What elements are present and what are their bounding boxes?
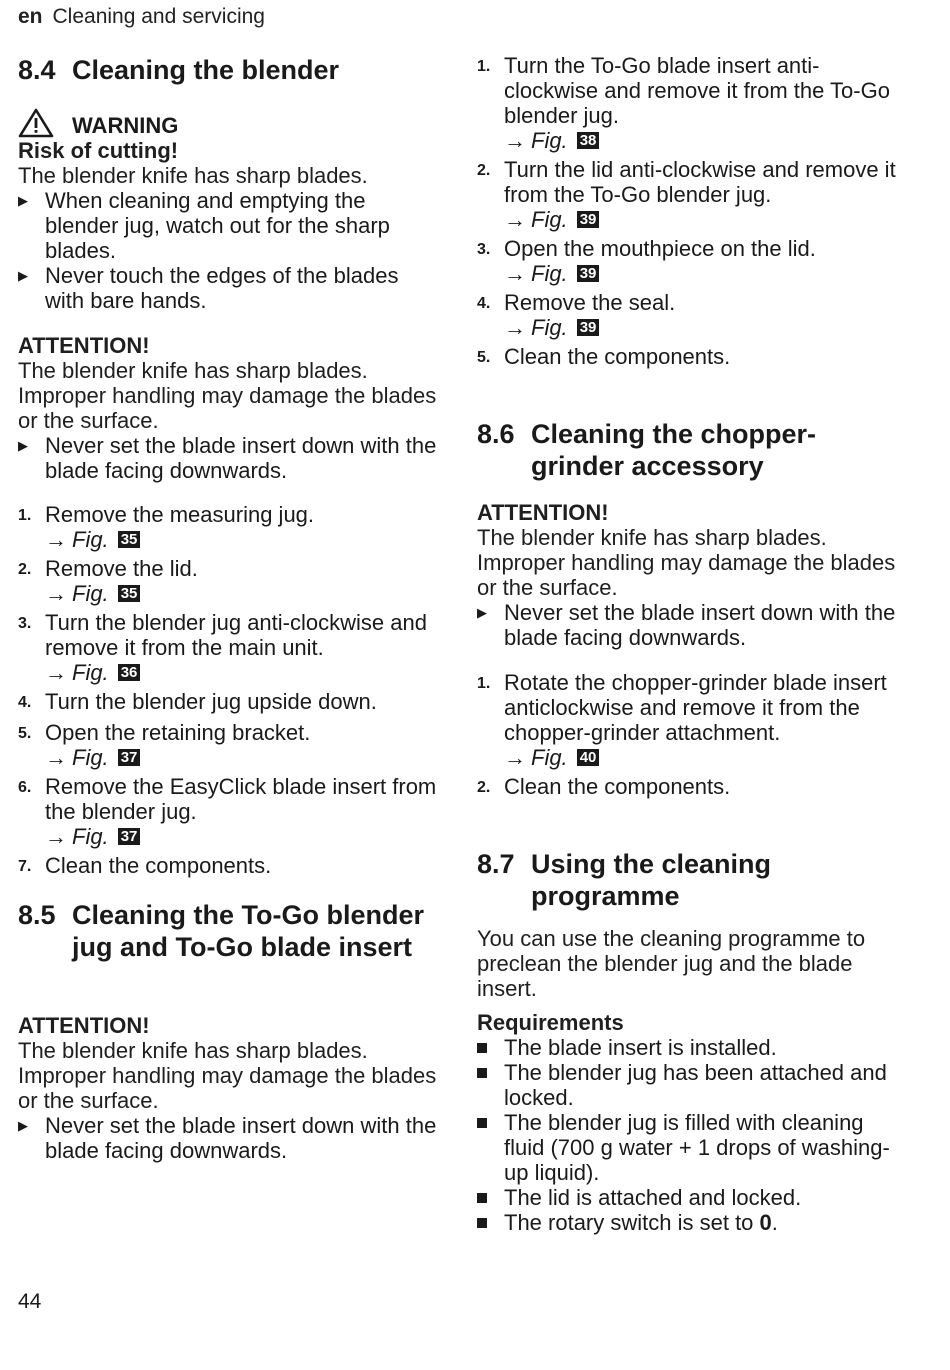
figure-reference: → Fig. 35 bbox=[45, 581, 438, 606]
requirement-item: The lid is attached and locked. bbox=[477, 1185, 897, 1210]
figure-reference: → Fig. 37 bbox=[45, 824, 438, 849]
figure-reference: → Fig. 36 bbox=[45, 660, 438, 685]
figure-badge: 35 bbox=[118, 585, 141, 602]
requirement-item: The rotary switch is set to 0. bbox=[477, 1210, 897, 1235]
steps-8-4 bbox=[18, 502, 438, 880]
warning-bullet: ▶ Never touch the edges of the blades with bare hands. bbox=[18, 263, 399, 313]
step-item: 2. Clean the components. bbox=[477, 774, 731, 799]
figure-badge: 36 bbox=[118, 664, 141, 681]
attention-bullet: ▶ Never set the blade insert down with the blade facing downwards. bbox=[18, 1113, 437, 1163]
step-item: 4. Turn the blender jug upside down. bbox=[18, 689, 377, 714]
cleaning-programme-body bbox=[477, 926, 897, 1235]
requirement-item: The blender jug is filled with cleaning fluid (700 g water + 1 drops of washing-up liquid). bbox=[477, 1110, 897, 1185]
attention-text: The blender knife has sharp blades. Improper handling may damage the blades or the surface. bbox=[477, 525, 896, 600]
step-item: 1. Rotate the chopper-grinder blade insert anticlockwise and remove it from the chopper-grinder attachment. → Fig. 40 bbox=[477, 670, 897, 770]
warning-text: The blender knife has sharp blades. bbox=[18, 163, 368, 188]
step-item: 7. Clean the components. bbox=[18, 853, 272, 878]
step-item: 4. Remove the seal. → Fig. 39 bbox=[477, 290, 897, 340]
warning-bullet: ▶ When cleaning and emptying the blender jug, watch out for the sharp blades. bbox=[18, 188, 390, 263]
attention-box bbox=[477, 500, 897, 650]
warning-box bbox=[18, 108, 438, 313]
heading-8-5: 8.5 Cleaning the To-Go blender jug and To-Go blade insert bbox=[18, 900, 425, 962]
attention-label: ATTENTION! bbox=[477, 500, 609, 525]
attention-text: The blender knife has sharp blades. Improper handling may damage the blades or the surface. bbox=[18, 1038, 437, 1113]
intro-text: You can use the cleaning programme to preclean the blender jug and the blade insert. bbox=[477, 926, 866, 1001]
step-item: 1. Turn the To-Go blade insert anti-clockwise and remove it from the To-Go blender jug. → Fig. 38 bbox=[477, 53, 897, 153]
steps-8-5 bbox=[477, 53, 897, 371]
figure-badge: 39 bbox=[577, 265, 600, 282]
heading-title: Cleaning the blender bbox=[72, 55, 340, 85]
heading-8-6: 8.6 Cleaning the chopper-grinder accessory bbox=[477, 419, 817, 481]
figure-reference: → Fig. 37 bbox=[45, 745, 438, 770]
attention-bullet: ▶ Never set the blade insert down with the blade facing downwards. bbox=[477, 600, 896, 650]
attention-bullet: ▶ Never set the blade insert down with the blade facing downwards. bbox=[18, 433, 437, 483]
figure-reference: → Fig. 39 bbox=[504, 261, 897, 286]
figure-badge: 37 bbox=[118, 749, 141, 766]
language-code: en bbox=[18, 5, 43, 28]
figure-badge: 39 bbox=[577, 319, 600, 336]
attention-text: The blender knife has sharp blades. Improper handling may damage the blades or the surface. bbox=[18, 358, 437, 433]
heading-number: 8.4 bbox=[18, 55, 56, 85]
page-header bbox=[18, 5, 265, 29]
step-item: 1. Remove the measuring jug. → Fig. 35 bbox=[18, 502, 438, 552]
risk-title: Risk of cutting! bbox=[18, 138, 179, 163]
attention-label: ATTENTION! bbox=[18, 333, 150, 358]
requirement-item: The blade insert is installed. bbox=[477, 1035, 897, 1060]
section-name: Cleaning and servicing bbox=[52, 5, 265, 28]
step-item: 3. Turn the blender jug anti-clockwise and remove it from the main unit. → Fig. 36 bbox=[18, 610, 438, 685]
step-item: 2. Turn the lid anti-clockwise and remove it from the To-Go blender jug. → Fig. 39 bbox=[477, 157, 896, 232]
steps-8-6 bbox=[477, 670, 897, 801]
figure-reference: → Fig. 40 bbox=[504, 745, 897, 770]
page-number: 44 bbox=[18, 1290, 42, 1313]
figure-reference: → Fig. 35 bbox=[45, 527, 438, 552]
step-item: 5. Open the retaining bracket. → Fig. 37 bbox=[18, 720, 438, 770]
figure-reference: → Fig. 39 bbox=[504, 315, 897, 340]
step-item: 5. Clean the components. bbox=[477, 344, 731, 369]
warning-label: WARNING bbox=[18, 108, 438, 138]
attention-box bbox=[18, 1013, 438, 1163]
requirement-item: The blender jug has been attached and locked. bbox=[477, 1060, 897, 1110]
figure-badge: 39 bbox=[577, 211, 600, 228]
figure-reference: → Fig. 39 bbox=[504, 207, 897, 232]
figure-reference: → Fig. 38 bbox=[504, 128, 897, 153]
figure-badge: 37 bbox=[118, 828, 141, 845]
warning-triangle-icon bbox=[18, 108, 54, 138]
step-item: 2. Remove the lid. → Fig. 35 bbox=[18, 556, 438, 606]
heading-8-7: 8.7 Using the cleaning programme bbox=[477, 849, 772, 911]
figure-badge: 40 bbox=[577, 749, 600, 766]
attention-box bbox=[18, 333, 438, 483]
figure-badge: 38 bbox=[577, 132, 600, 149]
step-item: 3. Open the mouthpiece on the lid. → Fig. 39 bbox=[477, 236, 897, 286]
step-item: 6. Remove the EasyClick blade insert from the blender jug. → Fig. 37 bbox=[18, 774, 437, 849]
heading-8-4 bbox=[18, 54, 438, 86]
figure-badge: 35 bbox=[118, 531, 141, 548]
switch-value: 0 bbox=[759, 1210, 772, 1235]
attention-label: ATTENTION! bbox=[18, 1013, 150, 1038]
requirements-label: Requirements bbox=[477, 1010, 624, 1035]
